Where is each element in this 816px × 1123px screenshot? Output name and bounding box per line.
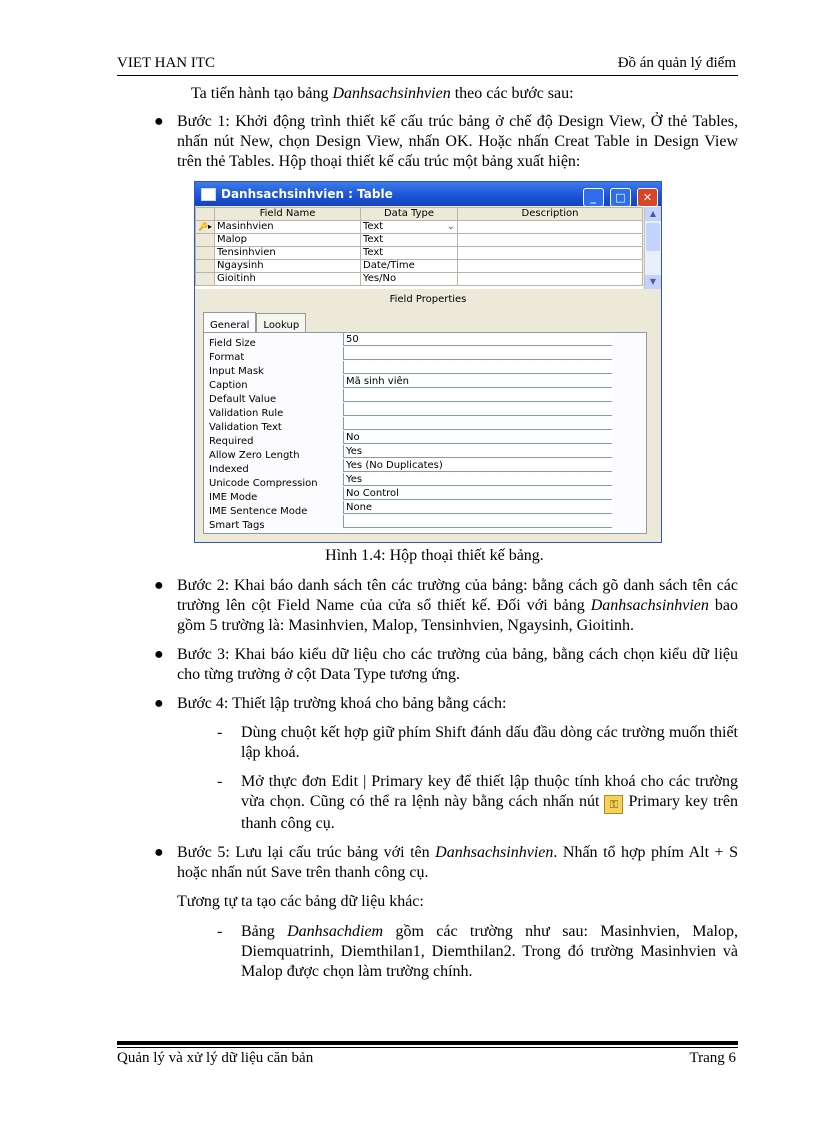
field-name-cell[interactable]: Masinhvien	[215, 221, 361, 234]
property-value-input[interactable]: None	[343, 501, 612, 514]
property-row	[204, 347, 646, 361]
data-type-cell[interactable]: Text	[361, 234, 458, 247]
property-value-input[interactable]: Yes (No Duplicates)	[343, 459, 612, 472]
dialog-title: Danhsachsinhvien : Table	[221, 187, 393, 201]
step-4-substep-b: - Mở thực đơn Edit | Primary key để thiết lập thuộc tính khoá cho các trường vừa chọn. Cũng có thể ra lệnh này bằng cách nhấn nút ⚿ Primary key trên thanh công cụ.	[217, 773, 738, 832]
field-grid	[195, 207, 643, 289]
row-selector[interactable]	[196, 247, 215, 260]
property-label: Allow Zero Length	[209, 450, 300, 461]
property-label: Indexed	[209, 464, 249, 475]
tab-lookup[interactable]: Lookup	[256, 313, 306, 338]
property-value-input[interactable]	[343, 403, 612, 416]
description-cell[interactable]	[458, 260, 643, 273]
similar-paragraph: Tương tự ta tạo các bảng dữ liệu khác:	[177, 893, 424, 910]
property-value-input[interactable]: Yes	[343, 473, 612, 486]
footer-rule	[117, 1041, 738, 1045]
dropdown-arrow-icon[interactable]: ⌄	[446, 221, 455, 232]
property-row	[204, 417, 646, 431]
property-label: Input Mask	[209, 366, 264, 377]
row-selector-header	[196, 208, 215, 221]
property-value-input[interactable]: 50	[343, 333, 612, 346]
property-row	[204, 515, 646, 529]
primary-key-icon: 🔑▸	[196, 221, 215, 234]
table-design-dialog	[194, 181, 662, 543]
dialog-titlebar	[195, 182, 661, 206]
table-row[interactable]	[196, 234, 643, 247]
property-value-input[interactable]	[343, 361, 612, 374]
property-label: Field Size	[209, 338, 256, 349]
dash-icon: -	[217, 773, 223, 790]
scroll-thumb[interactable]	[646, 223, 660, 251]
document-body	[117, 84, 738, 991]
data-type-cell[interactable]: Text ⌄	[361, 221, 458, 234]
property-row	[204, 459, 646, 473]
step-4: ● Bước 4: Thiết lập trường khoá cho bảng bằng cách:	[154, 695, 507, 712]
primary-key-icon: ⚿	[604, 795, 623, 814]
table-row[interactable]	[196, 260, 643, 273]
bullet-icon: ●	[154, 646, 164, 663]
figure-caption: Hình 1.4: Hộp thoại thiết kế bảng.	[325, 547, 544, 564]
bullet-icon: ●	[154, 577, 164, 594]
header-right: Đồ án quản lý điểm	[617, 55, 736, 71]
scroll-up-icon[interactable]: ▲	[645, 207, 661, 221]
property-row	[204, 333, 646, 347]
property-label: Required	[209, 436, 254, 447]
property-row	[204, 487, 646, 501]
footer-rule-thin	[117, 1047, 738, 1048]
property-label: Validation Text	[209, 422, 282, 433]
footer-left: Quản lý và xử lý dữ liệu căn bản	[117, 1050, 314, 1066]
property-value-input[interactable]	[343, 417, 612, 430]
header-rule	[117, 75, 738, 76]
data-type-cell[interactable]: Yes/No	[361, 273, 458, 286]
property-label: Caption	[209, 380, 248, 391]
property-value-input[interactable]: No	[343, 431, 612, 444]
scroll-down-icon[interactable]: ▼	[645, 275, 661, 289]
row-selector[interactable]	[196, 273, 215, 286]
column-header: Data Type	[361, 208, 458, 221]
property-row	[204, 431, 646, 445]
bullet-icon: ●	[154, 844, 164, 861]
property-label: Validation Rule	[209, 408, 284, 419]
property-value-input[interactable]	[343, 515, 612, 528]
step-3: ● Bước 3: Khai báo kiểu dữ liệu cho các trường của bảng, bằng cách chọn kiểu dữ liệu cho từng trường ở cột Data Type tương ứng.	[154, 646, 738, 683]
field-name-cell[interactable]: Malop	[215, 234, 361, 247]
description-cell[interactable]	[458, 273, 643, 286]
property-row	[204, 375, 646, 389]
maximize-button[interactable]: □	[610, 188, 631, 207]
row-selector[interactable]	[196, 234, 215, 247]
properties-panel	[203, 332, 647, 534]
dash-icon: -	[217, 724, 223, 741]
step-1: ● Bước 1: Khởi động trình thiết kế cấu trúc bảng ở chế độ Design View, Ở thẻ Tables, nhấn nút New, chọn Design View, nhấn OK. Hoặc nhấn Creat Table in Design View trên thẻ Tables. Hộp thoại thiết kế cấu trúc một bảng xuất hiện:	[154, 113, 738, 170]
property-row	[204, 501, 646, 515]
field-name-cell[interactable]: Gioitinh	[215, 273, 361, 286]
table2-description: - Bảng Danhsachdiem gồm các trường như sau: Masinhvien, Malop, Diemquatrinh, Diemthilan1, Diemthilan2. Trong đó trường Masinhvien và Malop được chọn làm trường chính.	[217, 923, 738, 980]
bullet-icon: ●	[154, 695, 164, 712]
data-type-cell[interactable]: Text	[361, 247, 458, 260]
page-header	[117, 55, 738, 75]
property-label: Format	[209, 352, 245, 363]
property-value-input[interactable]: Mã sinh viên	[343, 375, 612, 388]
row-selector[interactable]	[196, 260, 215, 273]
data-type-cell[interactable]: Date/Time	[361, 260, 458, 273]
grid-scrollbar[interactable]	[644, 207, 661, 289]
field-name-cell[interactable]: Tensinhvien	[215, 247, 361, 260]
step-4-substep-a: - Dùng chuột kết hợp giữ phím Shift đánh dấu đầu dòng các trường muốn thiết lập khoá.	[217, 724, 738, 761]
property-value-input[interactable]	[343, 389, 612, 402]
property-label: Default Value	[209, 394, 277, 405]
property-row	[204, 389, 646, 403]
table-row[interactable]	[196, 247, 643, 260]
minimize-button[interactable]: _	[583, 188, 604, 207]
table-icon	[201, 188, 216, 201]
description-cell[interactable]	[458, 221, 643, 234]
page-number: Trang 6	[689, 1050, 736, 1066]
tab-general[interactable]: General	[203, 312, 256, 338]
property-row	[204, 403, 646, 417]
close-button[interactable]: ✕	[637, 188, 658, 207]
column-header: Field Name	[215, 208, 361, 221]
intro-paragraph: Ta tiến hành tạo bảng Danhsachsinhvien theo các bước sau:	[191, 85, 574, 102]
property-row	[204, 361, 646, 375]
field-properties-label: Field Properties	[389, 294, 467, 305]
dash-icon: -	[217, 923, 223, 940]
property-value-input[interactable]	[343, 347, 612, 360]
property-row	[204, 473, 646, 487]
property-label: Smart Tags	[209, 520, 265, 531]
property-value-input[interactable]: Yes	[343, 445, 612, 458]
description-cell[interactable]	[458, 247, 643, 260]
step-5: ● Bước 5: Lưu lại cấu trúc bảng với tên Danhsachsinhvien. Nhấn tổ hợp phím Alt + S hoặc nhấn nút Save trên thanh công cụ.	[154, 844, 739, 881]
property-label: IME Sentence Mode	[209, 506, 308, 517]
description-cell[interactable]	[458, 234, 643, 247]
header-left: VIET HAN ITC	[117, 55, 216, 71]
property-value-input[interactable]: No Control	[343, 487, 612, 500]
property-label: IME Mode	[209, 492, 258, 503]
column-header: Description	[458, 208, 643, 221]
step-2: ● Bước 2: Khai báo danh sách tên các trường của bảng: bằng cách gõ danh sách tên các trường lên cột Field Name của cửa sổ thiết kế. Đối với bảng Danhsachsinhvien bao gồm 5 trường là: Masinhvien, Malop, Tensinhvien, Ngaysinh, Gioitinh.	[154, 577, 738, 634]
table-row[interactable]	[196, 273, 643, 286]
table-row[interactable]	[196, 221, 643, 234]
bullet-icon: ●	[154, 113, 164, 130]
field-name-cell[interactable]: Ngaysinh	[215, 260, 361, 273]
property-row	[204, 445, 646, 459]
property-label: Unicode Compression	[209, 478, 318, 489]
